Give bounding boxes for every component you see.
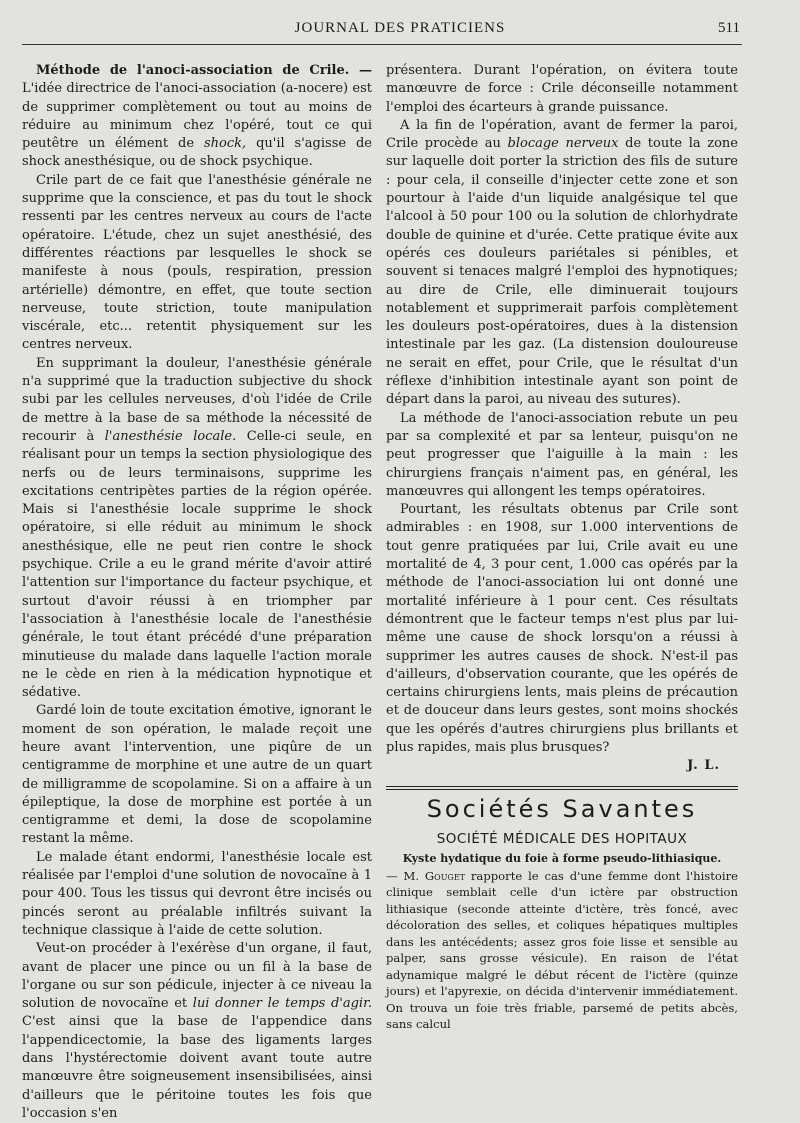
text-run: L'idée directrice de l'anoci-association (a-nocere) est de supprimer complètement ou tout au moins de réduire au minimum chez l'opéré, tout ce qui peutêtre un élément de bbox=[22, 81, 372, 152]
text-run-italic: shock, bbox=[203, 136, 247, 152]
text-run: A la fin de l'opération, avant de fermer la paroi, Crile procède au bbox=[386, 117, 738, 152]
text-run: En supprimant la douleur, l'anesthésie générale n'a supprimé que la traduction subjective du shock subi par les cellules nerveuses, d'où l'idée de Crile de mettre à la base de sa méthode la nécessité de recourir à bbox=[22, 355, 372, 444]
text-run: — M. bbox=[386, 868, 420, 883]
right-column bbox=[386, 62, 738, 1033]
text-run: rapporte le cas d'une femme dont l'histoire clinique semblait celle d'un ictère par obstruction lithiasique (seconde atteinte d'ictère, très foncé, avec décoloration des selles, et coliques hépatiques multiples dans les antécédents; assez gros foie lisse et sensible au palper, sans grosse vésicule). En raison de l'état adynamique malgré le début récent de l'ictère (quinze jours) et l'apyrexie, on décida d'intervenir immédiatement. On trouva un foie très friable, parsemé de petits abcès, sans calcul bbox=[386, 868, 738, 1032]
text-run: qu'il s'agisse de shock anesthésique, ou de shock psychique. bbox=[22, 136, 372, 170]
text-run-italic: lui donner le temps d'agir. bbox=[192, 996, 372, 1012]
case-report bbox=[386, 851, 738, 1033]
society-title: SOCIÉTÉ MÉDICALE DES HOPITAUX bbox=[436, 830, 688, 847]
text-run: Veut-on procéder à l'exérèse d'un organe, il faut, avant de placer une pince ou un fil à la base de l'organe ou sur son pédicule, injecter à ce niveau la solution de novocaïne et bbox=[22, 941, 372, 1012]
left-column bbox=[22, 62, 372, 1123]
header-rule bbox=[22, 44, 742, 45]
text-run-italic: blocage nerveux bbox=[507, 136, 619, 152]
text-run-italic: l'anesthésie locale. bbox=[104, 428, 237, 444]
section-title: Sociétés Savantes bbox=[426, 794, 698, 823]
article-paragraph: Crile part de ce fait que l'anesthésie générale ne supprime que la conscience, et pas du tout le shock ressenti par les centres nerveux au cours de l'acte opératoire. L'étude, chez un sujet anesthésié, des différentes réactions par lesquelles le shock se manifeste à nous (pouls, respiration, pression artérielle) démontre, en effet, que toute section nerveuse, toute striction, toute manipulation viscérale, etc... retentit physiquement sur les centres nerveux. bbox=[22, 172, 372, 353]
article-paragraph: La méthode de l'anoci-association rebute un peu par sa complexité et par sa lenteur, puisqu'on ne peut progresser que l'aiguille à la main : les chirurgiens français n'aiment pas, en général, les manœuvres qui allongent les temps opératoires. bbox=[386, 410, 738, 499]
case-title: Kyste hydatique du foie à forme pseudo-lithiasique. bbox=[402, 852, 722, 866]
article-paragraph: Pourtant, les résultats obtenus par Crile sont admirables : en 1908, sur 1.000 interventions de tout genre pratiquées par lui, Crile avait eu une mortalité de 4, 3 pour cent, 1.000 cas opérés par la méthode de l'anoci-association lui ont donné une mortalité inférieure à 1 pour cent. Ces résultats démontrent que le facteur temps n'est plus par lui-même une cause de shock lorsqu'on a réussi à supprimer les autres causes de shock. N'est-il pas d'ailleurs, d'observation courante, que les opérés de certains chirurgiens lents, mais pleins de précaution et de douceur dans leurs gestes, sont moins shockés que les opérés d'autres chirurgiens plus brillants et plus rapides, mais plus brusques? bbox=[386, 502, 738, 755]
article-paragraph bbox=[22, 355, 372, 703]
text-run: Celle-ci seule, en réalisant pour un temps la section physiologique des nerfs ou de leurs terminaisons, supprime les excitations centripètes parties de la région opérée. Mais si l'anesthésie locale supprime le shock opératoire, si elle réduit au minimum le shock anesthésique, elle ne peut rien contre le shock psychique. Crile a eu le grand mérite d'avoir attiré l'attention sur l'importance du facteur psychique, et surtout d'avoir réussi à en triompher par l'association à l'anesthésie locale de l'anesthésie générale, le tout étant précédé d'une préparation minutieuse du malade dans laquelle l'action morale ne le cède en rien à la médication hypnotique et sédative. bbox=[22, 428, 372, 701]
text-run: C'est ainsi que la base de l'appendice dans l'appendicectomie, la base des ligaments larges dans l'hystérectomie doivent avant toute autre manœuvre être soigneusement insensibilisées, ainsi d'ailleurs que le péritoine toutes les fois que l'occasion s'en bbox=[22, 1014, 372, 1121]
section-rule bbox=[386, 789, 738, 790]
article-paragraph: Le malade étant endormi, l'anesthésie locale est réalisée par l'emploi d'une solution de novocaïne à 1 pour 400. Tous les tissus qui devront être incisés ou pincés seront au préalable infiltrés suivant la technique classique à l'aide de cette solution. bbox=[22, 849, 372, 938]
journal-title: JOURNAL DES PRATICIENS bbox=[294, 20, 506, 36]
article-paragraph bbox=[22, 62, 372, 172]
case-author: Gouget bbox=[424, 868, 466, 883]
article-paragraph bbox=[22, 940, 372, 1123]
article-paragraph: présentera. Durant l'opération, on évitera toute manœuvre de force : Crile déconseille notamment l'emploi des écarteurs à grande puissance. bbox=[386, 63, 738, 115]
article-heading: Méthode de l'anoci-association de Crile. — bbox=[36, 63, 372, 78]
page-header bbox=[0, 20, 800, 44]
article-paragraph bbox=[386, 117, 738, 410]
section-rule bbox=[386, 786, 738, 787]
page-number: 511 bbox=[718, 20, 740, 36]
case-paragraph bbox=[386, 868, 738, 1033]
article-signature: J. L. bbox=[687, 758, 720, 774]
article-paragraph: Gardé loin de toute excitation émotive, ignorant le moment de son opération, le malade reçoit une heure avant l'intervention, une piqûre de un centigramme de morphine et une autre de un quart de milligramme de scopolamine. Si on a affaire à un épileptique, la dose de morphine est portée à un centigramme et demi, la dose de scopolamine restant la même. bbox=[22, 703, 372, 847]
text-run: de toute la zone sur laquelle doit porter la striction des fils de suture : pour cela, il conseille d'injecter cette zone et son pourtour à l'aide d'un liquide analgésique tel que l'alcool à 50 pour 100 ou la solution de chlorhydrate double de quinine et d'urée. Cette pratique évite aux opérés ces douleurs pariétales si pénibles, et souvent si tenaces malgré l'emploi des hypnotiques; au dire de Crile, elle diminuerait toujours notablement et supprimerait parfois complètement les douleurs post-opératoires, dues à la distension intestinale par les gaz. (La distension douloureuse ne serait en effet, pour Crile, que le résultat d'un réflexe d'inhibition intestinale ayant son point de départ dans la paroi, au niveau des sutures). bbox=[386, 136, 738, 408]
